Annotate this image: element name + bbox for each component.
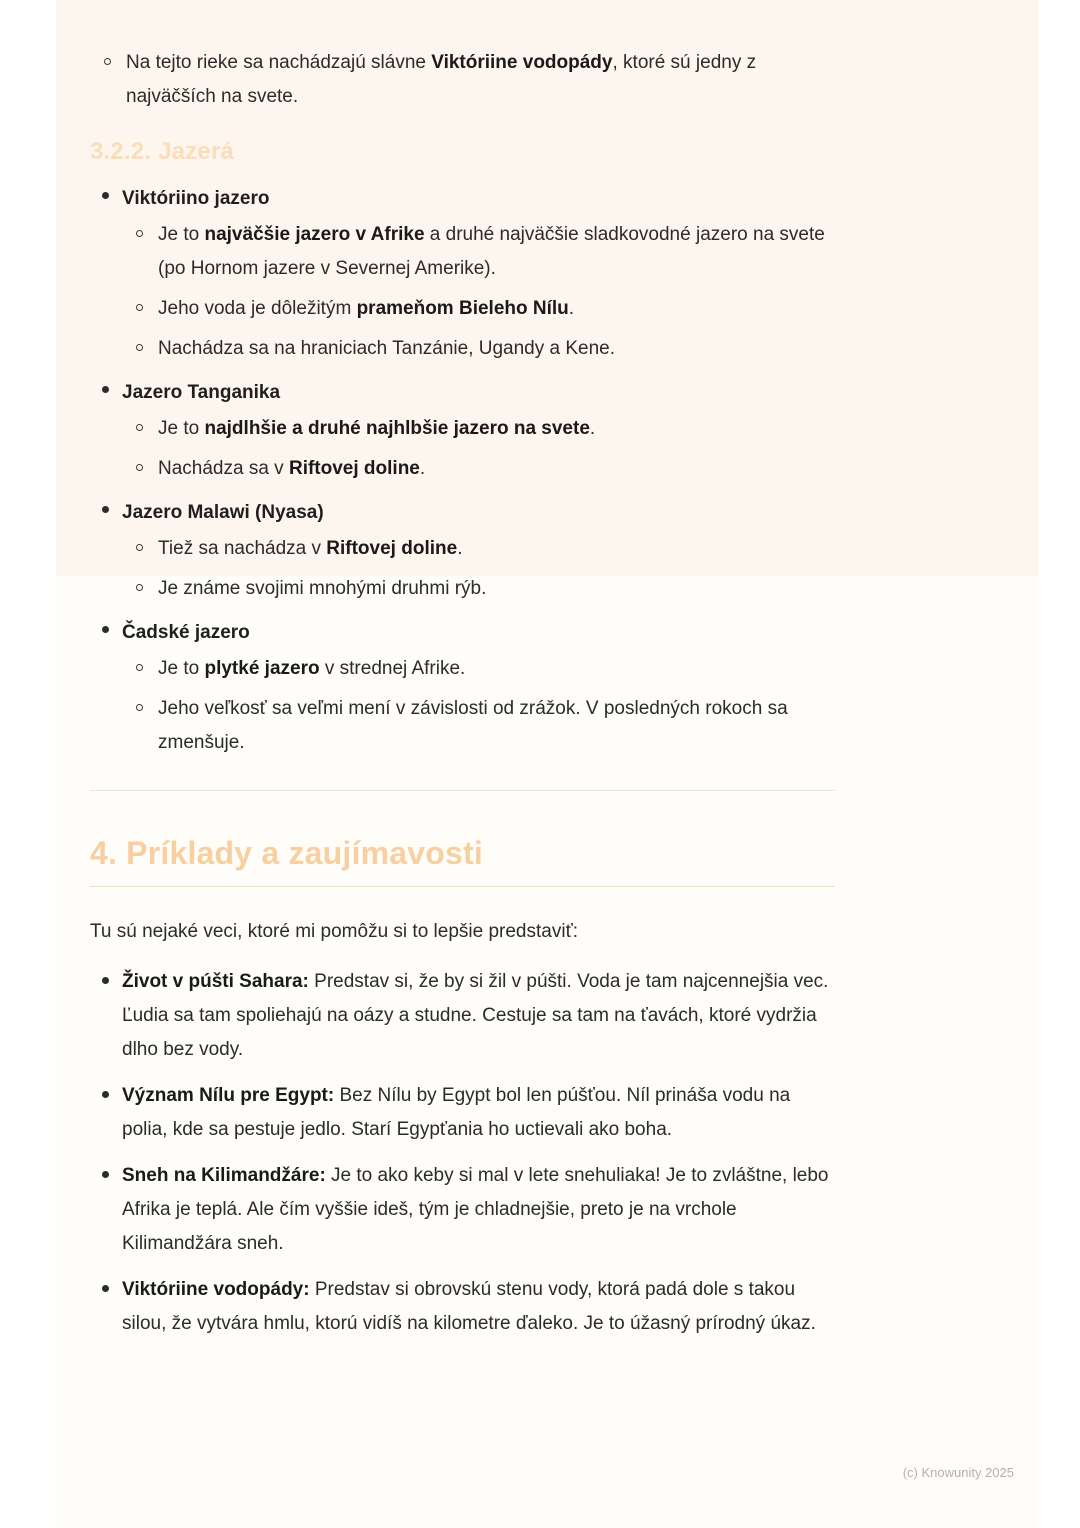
section-heading: 4. Príklady a zaujímavosti [90,835,483,871]
list-item [90,496,835,606]
subsection-heading: 3.2.2. Jazerá [90,138,235,165]
bullet-text: Nachádza sa na hraniciach Tanzánie, Ugandy a Kene. [158,338,616,359]
example-text: Význam Nílu pre Egypt: Bez Nílu by Egypt bol len púšťou. Níl prináša vodu na polia, kde sa pestuje jedlo. Starí Egypťania ho uctievali ako boha. [122,1085,791,1140]
solid-bullet-icon [102,977,109,984]
heading-underline [90,886,835,887]
example-text: Sneh na Kilimandžáre: Je to ako keby si mal v lete snehuliaka! Je to zvláštne, lebo Afrika je teplá. Ale čím vyššie ideš, tým je chladnejšie, preto je na vrchole Kilimandžára sneh. [122,1165,829,1254]
list-item [122,532,835,566]
solid-bullet-icon [102,1285,109,1292]
list-item [90,1273,835,1341]
hollow-bullet-icon [136,704,143,711]
examples-list [90,965,835,1341]
hollow-bullet-icon [136,664,143,671]
list-item [122,292,835,326]
solid-bullet-icon [102,386,109,393]
bullet-text: Jeho veľkosť sa veľmi mení v závislosti od zrážok. V posledných rokoch sa zmenšuje. [158,698,788,753]
solid-bullet-icon [102,1171,109,1178]
lake-details [122,652,835,760]
solid-bullet-icon [102,506,109,513]
section-divider [90,790,835,791]
bullet-text: Nachádza sa v Riftovej doline. [158,458,426,479]
list-item [90,1079,835,1147]
list-item [90,1159,835,1261]
example-text: Život v púšti Sahara: Predstav si, že by si žil v púšti. Voda je tam najcennejšia vec. Ľudia sa tam spoliehajú na oázy a studne. Cestuje sa tam na ťavách, ktoré vydržia dlho bez vody. [122,971,829,1060]
list-item [90,965,835,1067]
list-item [122,572,835,606]
example-text: Viktóriine vodopády: Predstav si obrovskú stenu vody, ktorá padá dole s takou silou, že vytvára hmlu, ktorú vidíš na kilometre ďaleko. Je to úžasný prírodný úkaz. [122,1279,816,1334]
lake-title: Viktóriino jazero [122,188,270,209]
hollow-bullet-icon [136,424,143,431]
list-item [90,182,835,366]
lake-title: Jazero Malawi (Nyasa) [122,502,324,523]
list-item [122,412,835,446]
list-item [90,46,835,114]
bullet-text: Je známe svojimi mnohými druhmi rýb. [158,578,487,599]
bullet-text: Na tejto rieke sa nachádzajú slávne Viktóriine vodopády, ktoré sú jedny z najväčších na svete. [126,52,757,107]
lake-title: Jazero Tanganika [122,382,281,403]
hollow-bullet-icon [104,58,111,65]
list-item [90,376,835,486]
list-item [122,652,835,686]
hollow-bullet-icon [136,230,143,237]
list-item [90,616,835,760]
lake-title: Čadské jazero [122,622,250,643]
hollow-bullet-icon [136,344,143,351]
lake-details [122,532,835,606]
bullet-text: Je to najdlhšie a druhé najhlbšie jazero na svete. [158,418,596,439]
hollow-bullet-icon [136,584,143,591]
list-item [122,692,835,760]
list-item [122,332,835,366]
bullet-text: Je to plytké jazero v strednej Afrike. [158,658,466,679]
continued-bullet-list [90,46,835,114]
hollow-bullet-icon [136,304,143,311]
lakes-list [90,182,835,760]
copyright-footer: (c) Knowunity 2025 [902,1465,1014,1480]
lake-details [122,412,835,486]
list-item [122,218,835,286]
solid-bullet-icon [102,192,109,199]
solid-bullet-icon [102,1091,109,1098]
bullet-text: Jeho voda je dôležitým prameňom Bieleho Nílu. [158,298,575,319]
bullet-text: Tiež sa nachádza v Riftovej doline. [158,538,463,559]
hollow-bullet-icon [136,464,143,471]
bullet-text: Je to najväčšie jazero v Afrike a druhé najväčšie sladkovodné jazero na svete (po Hornom jazere v Severnej Amerike). [158,224,825,279]
hollow-bullet-icon [136,544,143,551]
lake-details [122,218,835,366]
section-intro: Tu sú nejaké veci, ktoré mi pomôžu si to lepšie predstaviť: [90,921,578,942]
list-item [122,452,835,486]
solid-bullet-icon [102,626,109,633]
